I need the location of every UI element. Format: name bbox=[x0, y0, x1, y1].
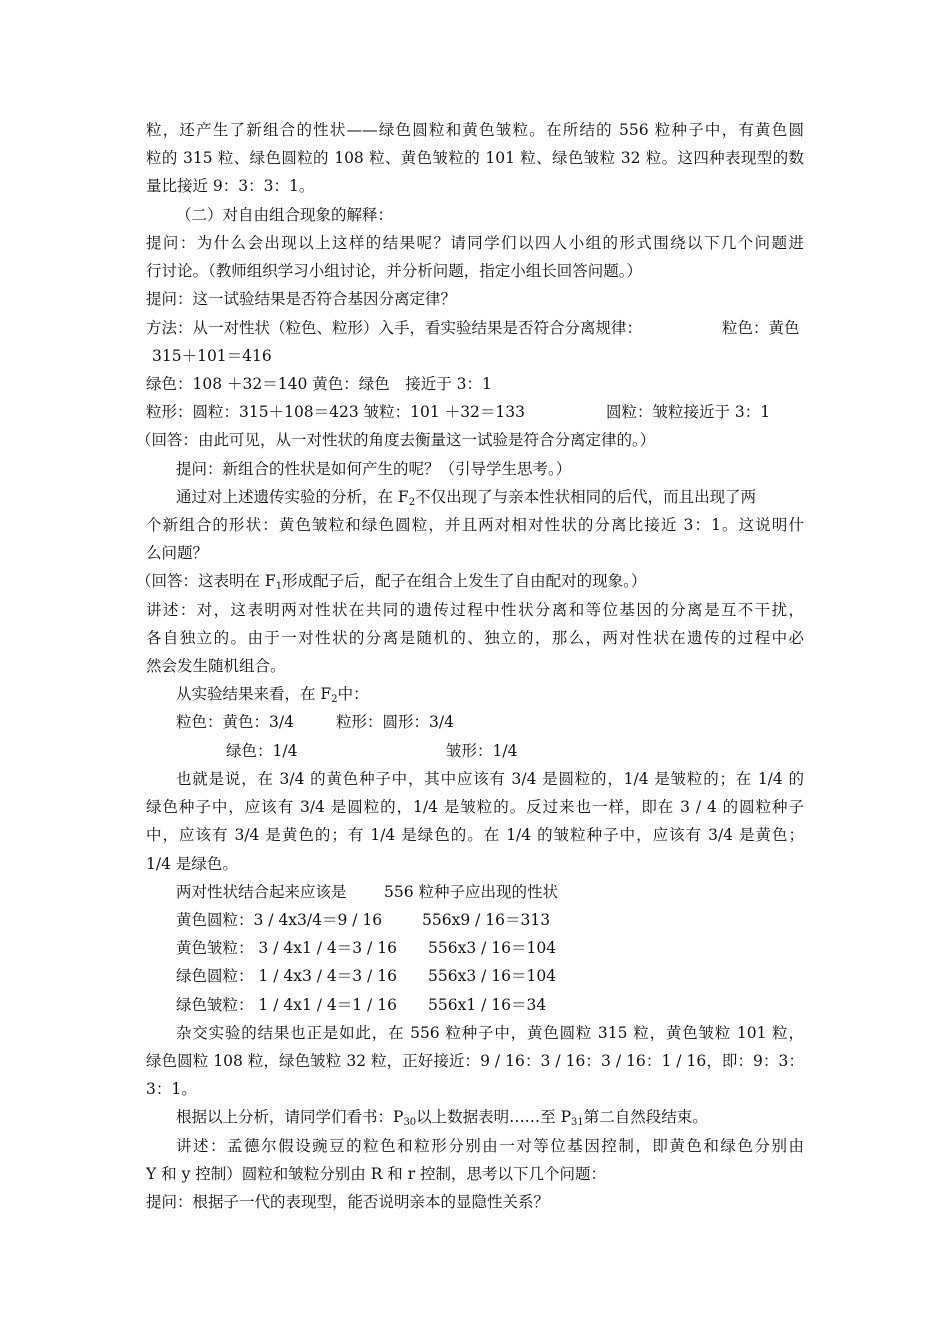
text-line bbox=[176, 684, 369, 710]
text-line: 粒色：黄色 bbox=[722, 319, 800, 337]
text-line: 556x9 / 16＝313 bbox=[422, 911, 551, 929]
text-line: 粒色：黄色：3/4 bbox=[176, 713, 294, 731]
text-line: 3：1。 bbox=[146, 1080, 197, 1098]
text-line: 方法：从一对性状（粒色、粒形）入手，看实验结果是否符合分离规律： bbox=[146, 319, 643, 337]
text-line bbox=[176, 1107, 708, 1133]
text-line: 556x3 / 16＝104 bbox=[428, 939, 557, 957]
text-line: 两对性状结合起来应该是 bbox=[176, 883, 347, 901]
text-line: 提问：这一试验结果是否符合基因分离定律？ bbox=[146, 290, 457, 308]
text-line: 提问：根据子一代的表现型，能否说明亲本的显隐性关系？ bbox=[146, 1193, 550, 1211]
text-line: 然会发生随机组合。 bbox=[146, 657, 286, 675]
text-span: 根据以上分析，请同学们看书：P bbox=[176, 1108, 404, 1126]
text-line: 绿色皱粒： 1 / 4x1 / 4＝1 / 16 bbox=[176, 996, 397, 1014]
text-span: 通过对上述遗传实验的分析，在 F bbox=[176, 488, 409, 506]
text-span: 从实验结果来看，在 F bbox=[176, 685, 332, 703]
text-line: 量比接近 9：3：3：1。 bbox=[146, 177, 315, 195]
text-line: 556 粒种子应出现的性状 bbox=[384, 883, 559, 901]
text-line: 中，应该有 3/4 是黄色的；有 1/4 是绿色的。在 1/4 的皱粒种子中，应该有 3/4 是黄色； bbox=[146, 826, 804, 844]
subscript: 30 bbox=[403, 1117, 417, 1128]
text-line: 绿色种子中，应该有 3/4 是圆粒的，1/4 是皱粒的。反过来也一样，即在 3 / 4 的圆粒种子 bbox=[146, 798, 804, 816]
subscript: 31 bbox=[571, 1117, 584, 1128]
text-line bbox=[176, 487, 756, 513]
text-line: Y 和 y 控制）圆粒和皱粒分别由 R 和 r 控制，思考以下几个问题： bbox=[146, 1165, 607, 1183]
text-line: 杂交实验的结果也正是如此，在 556 粒种子中，黄色圆粒 315 粒，黄色皱粒 101 粒， bbox=[176, 1024, 804, 1042]
text-line: 讲述：对，这表明两对性状在共同的遗传过程中性状分离和等位基因的分离是互不干扰， bbox=[146, 601, 804, 619]
text-line: 么问题？ bbox=[146, 544, 209, 562]
text-span: 中： bbox=[337, 685, 369, 703]
text-line: 黄色圆粒：3 / 4x3/4＝9 / 16 bbox=[176, 911, 383, 929]
text-span: 形成配子后，配子在组合上发生了自由配对的现象。） bbox=[282, 572, 647, 590]
text-span: 以上数据表明……至 P bbox=[416, 1108, 572, 1126]
text-span: 第二自然段结束。 bbox=[583, 1108, 708, 1126]
text-line: 黄色皱粒： 3 / 4x1 / 4＝3 / 16 bbox=[176, 939, 397, 957]
text-line: （回答：由此可见，从一对性状的角度去衡量这一试验是符合分离定律的。） bbox=[136, 431, 656, 449]
text-line: 各自独立的。由于一对性状的分离是随机的、独立的，那么，两对性状在遗传的过程中必 bbox=[146, 629, 804, 647]
text-line: 圆粒：皱粒接近于 3：1 bbox=[606, 403, 771, 421]
subscript: 1 bbox=[275, 581, 283, 592]
text-line: 也就是说，在 3/4 的黄色种子中，其中应该有 3/4 是圆粒的，1/4 是皱粒的；在 1/4 的 bbox=[176, 770, 804, 788]
subscript: 2 bbox=[408, 497, 416, 508]
text-span: 不仅出现了与亲本性状相同的后代，而且出现了两 bbox=[415, 488, 757, 506]
text-line: 行讨论。（教师组织学习小组讨论，并分析问题，指定小组长回答问题。） bbox=[146, 262, 643, 280]
text-line: 讲述：孟德尔假设豌豆的粒色和粒形分别由一对等位基因控制，即黄色和绿色分别由 bbox=[176, 1137, 804, 1155]
text-line: 556x3 / 16＝104 bbox=[428, 967, 557, 985]
text-line: 绿色：108 ＋32＝140 黄色：绿色 接近于 3：1 bbox=[146, 375, 492, 393]
text-span: （回答：这表明在 F bbox=[136, 572, 276, 590]
text-line: 粒的 315 粒、绿色圆粒的 108 粒、黄色皱粒的 101 粒、绿色皱粒 32 粒。这四种表现型的数 bbox=[146, 149, 804, 167]
text-line: 粒形：圆形：3/4 bbox=[336, 713, 454, 731]
text-line: 个新组合的形状：黄色皱粒和绿色圆粒，并且两对相对性状的分离比接近 3：1。这说明什 bbox=[146, 516, 804, 534]
text-line: 1/4 是绿色。 bbox=[146, 855, 238, 873]
text-line: 绿色圆粒： 1 / 4x3 / 4＝3 / 16 bbox=[176, 967, 397, 985]
text-line: 提问：新组合的性状是如何产生的呢？（引导学生思考。） bbox=[176, 460, 572, 478]
section-heading: （二）对自由组合现象的解释： bbox=[176, 206, 394, 224]
text-line bbox=[136, 571, 646, 597]
text-line: 315＋101＝416 bbox=[152, 347, 272, 365]
subscript: 2 bbox=[331, 694, 338, 705]
text-line: 粒，还产生了新组合的性状——绿色圆粒和黄色皱粒。在所结的 556 粒种子中，有黄色圆 bbox=[146, 121, 804, 139]
text-line: 绿色：1/4 bbox=[226, 742, 298, 760]
text-line: 粒形：圆粒：315＋108＝423 皱粒：101 ＋32＝133 bbox=[146, 403, 526, 421]
text-line: 556x1 / 16＝34 bbox=[428, 996, 547, 1014]
text-line: 绿色圆粒 108 粒，绿色皱粒 32 粒，正好接近：9 / 16：3 / 16：3 / 16：1 / 16，即：9：3： bbox=[146, 1052, 804, 1070]
text-line: 皱形：1/4 bbox=[446, 742, 518, 760]
text-line: 提问：为什么会出现以上这样的结果呢？请同学们以四人小组的形式围绕以下几个问题进 bbox=[146, 234, 804, 252]
